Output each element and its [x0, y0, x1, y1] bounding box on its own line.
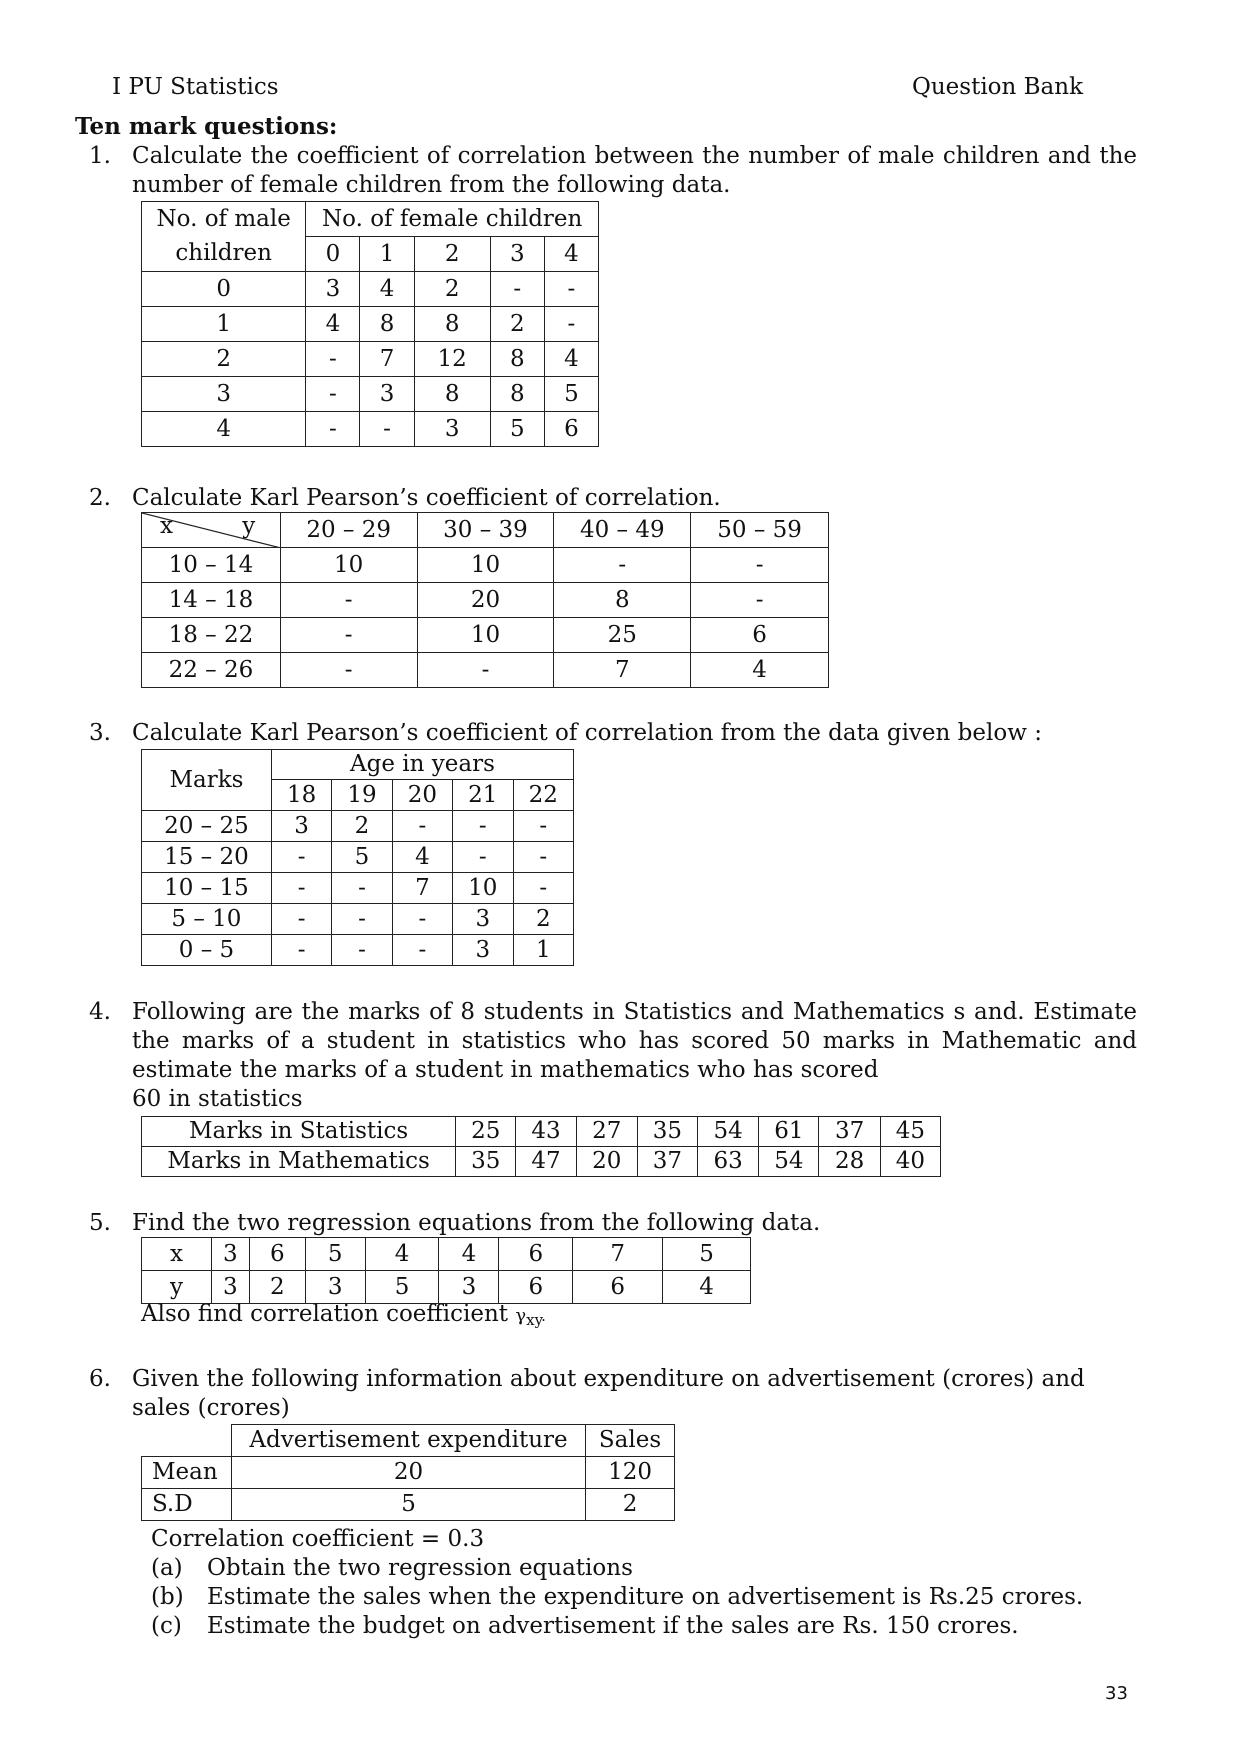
q6-part-label: (c) [151, 1613, 182, 1639]
q6-part-label: (b) [151, 1584, 184, 1610]
table-cell: 47 [516, 1147, 576, 1177]
table-cell: 4 [142, 412, 306, 447]
table-cell: - [490, 272, 544, 307]
table-cell: 6 [573, 1271, 663, 1304]
table-cell: - [417, 653, 554, 688]
q6-text [132, 1365, 1137, 1423]
table-row [142, 342, 599, 377]
table-cell: 4 [365, 1238, 439, 1271]
table-cell: 20 – 25 [142, 811, 272, 842]
table-cell: 7 [392, 873, 452, 904]
q6-part-b [151, 1583, 1083, 1612]
table-cell: 0 [142, 272, 306, 307]
q3-row-header: Marks [142, 750, 272, 811]
q3-col-header: 20 [392, 780, 452, 811]
table-cell: 10 – 15 [142, 873, 272, 904]
header-left: I PU Statistics [112, 74, 279, 100]
q6-col-header: Sales [586, 1425, 675, 1457]
q6-empty-corner [142, 1425, 232, 1457]
q2-col-header: 40 – 49 [554, 513, 691, 548]
table-cell: - [360, 412, 414, 447]
q3-table [141, 749, 574, 966]
table-cell: 4 [360, 272, 414, 307]
q1-row-header-2: children [142, 237, 306, 272]
table-cell: 4 [439, 1238, 499, 1271]
table-cell: - [544, 307, 598, 342]
table-cell: 10 [280, 548, 417, 583]
q1-row-header-1: No. of male [142, 202, 306, 237]
table-cell: 63 [698, 1147, 759, 1177]
table-cell: 7 [360, 342, 414, 377]
table-cell: 8 [360, 307, 414, 342]
header-right: Question Bank [912, 74, 1084, 100]
q5-note-suffix: . [541, 1307, 546, 1325]
table-cell: 120 [586, 1457, 675, 1489]
q6-text-last: sales (crores) [132, 1395, 290, 1421]
table-cell: 25 [456, 1117, 516, 1147]
table-cell: - [332, 935, 392, 966]
q5-note-prefix: Also find correlation coefficient [141, 1301, 516, 1327]
table-cell: 6 [499, 1238, 573, 1271]
q1-text: Calculate the coefficient of correlation between the number of male children and the number of female children from the following data. [132, 143, 1137, 198]
table-cell: 1 [142, 307, 306, 342]
table-cell: 12 [414, 342, 490, 377]
table-cell: 35 [456, 1147, 516, 1177]
table-cell: - [280, 618, 417, 653]
q2-col-header: 50 – 59 [691, 513, 829, 548]
q1-col-header: 2 [414, 237, 490, 272]
table-cell: 35 [637, 1117, 697, 1147]
table-cell: - [691, 583, 829, 618]
table-cell: - [513, 811, 573, 842]
table-cell: 5 – 10 [142, 904, 272, 935]
table-cell: 15 – 20 [142, 842, 272, 873]
q5-number: 5. [89, 1210, 111, 1236]
table-cell: - [554, 548, 691, 583]
table-cell: - [513, 873, 573, 904]
table-cell: 40 [880, 1147, 940, 1177]
table-cell: 61 [759, 1117, 819, 1147]
table-cell: 54 [698, 1117, 759, 1147]
table-cell: 6 [544, 412, 598, 447]
q6-number: 6. [89, 1366, 111, 1392]
table-row [142, 653, 829, 688]
table-cell: 14 – 18 [142, 583, 281, 618]
q4-text-last: 60 in statistics [132, 1086, 303, 1112]
q2-number: 2. [89, 485, 111, 511]
table-cell: 4 [306, 307, 360, 342]
table-cell: 6 [249, 1238, 305, 1271]
table-cell: 18 – 22 [142, 618, 281, 653]
table-cell: 3 [306, 272, 360, 307]
table-cell: 45 [880, 1117, 940, 1147]
q2-corner-x: x [160, 512, 173, 539]
table-row [142, 548, 829, 583]
table-cell: - [453, 842, 513, 873]
q1-table [141, 201, 599, 447]
q4-text-main: Following are the marks of 8 students in Statistics and Mathematics s and. Estimate the marks of a student in statistics who has scored 50 marks in Mathematic and estimate the marks of a student in mathematics who has scored [132, 999, 1137, 1083]
q3-col-header: 21 [453, 780, 513, 811]
q6-part-text: Obtain the two regression equations [207, 1555, 633, 1581]
table-row [142, 307, 599, 342]
table-cell: 2 [586, 1489, 675, 1521]
table-cell: - [332, 873, 392, 904]
table-cell: 22 – 26 [142, 653, 281, 688]
q3-col-group: Age in years [271, 750, 573, 780]
q5-note-symbol: γ [515, 1305, 527, 1326]
table-row [142, 904, 574, 935]
q6-part-label: (a) [151, 1555, 183, 1581]
q6-correlation: Correlation coefficient = 0.3 [151, 1526, 485, 1552]
q5-table [141, 1237, 751, 1304]
q2-text: Calculate Karl Pearson’s coefficient of correlation. [132, 485, 721, 511]
table-cell: 8 [414, 307, 490, 342]
table-row [142, 935, 574, 966]
table-row [142, 618, 829, 653]
table-cell: 5 [663, 1238, 751, 1271]
table-row-header: Mean [142, 1457, 232, 1489]
q4-text [132, 998, 1137, 1114]
table-cell: - [280, 653, 417, 688]
table-cell: 3 [211, 1271, 249, 1304]
table-cell: 2 [414, 272, 490, 307]
table-row [142, 1271, 751, 1304]
table-cell: 1 [513, 935, 573, 966]
table-cell: 20 [417, 583, 554, 618]
table-cell: 3 [439, 1271, 499, 1304]
q5-note [141, 1300, 546, 1331]
table-cell: 6 [691, 618, 829, 653]
table-cell: 8 [414, 377, 490, 412]
table-cell: - [332, 904, 392, 935]
table-row-header: y [142, 1271, 212, 1304]
table-row-header: Marks in Mathematics [142, 1147, 456, 1177]
table-row [142, 811, 574, 842]
table-cell: 54 [759, 1147, 819, 1177]
table-cell: 4 [691, 653, 829, 688]
table-cell: 2 [332, 811, 392, 842]
table-cell: 3 [453, 935, 513, 966]
q5-note-sub: xy [526, 1311, 542, 1329]
table-row [142, 1457, 675, 1489]
table-cell: 2 [142, 342, 306, 377]
table-row-header: Marks in Statistics [142, 1117, 456, 1147]
table-cell: 8 [490, 377, 544, 412]
q3-col-header: 18 [271, 780, 331, 811]
table-row [142, 1117, 941, 1147]
table-cell: - [453, 811, 513, 842]
table-cell: 8 [554, 583, 691, 618]
q6-table [141, 1424, 675, 1521]
page-number: 33 [1105, 1683, 1128, 1704]
table-cell: 43 [516, 1117, 576, 1147]
q6-part-text: Estimate the sales when the expenditure on advertisement is Rs.25 crores. [207, 1584, 1084, 1610]
table-cell: - [392, 811, 452, 842]
table-cell: 5 [544, 377, 598, 412]
q3-col-header: 19 [332, 780, 392, 811]
table-cell: - [392, 904, 452, 935]
table-cell: 20 [576, 1147, 637, 1177]
table-cell: 7 [554, 653, 691, 688]
q3-number: 3. [89, 720, 111, 746]
table-cell: - [271, 842, 331, 873]
table-row [142, 842, 574, 873]
section-title: Ten mark questions: [75, 113, 338, 140]
table-cell: 5 [305, 1238, 365, 1271]
table-cell: - [280, 583, 417, 618]
table-row-header: x [142, 1238, 212, 1271]
table-row [142, 873, 574, 904]
table-cell: 6 [499, 1271, 573, 1304]
table-cell: 5 [490, 412, 544, 447]
q2-table [141, 512, 829, 688]
table-cell: 10 – 14 [142, 548, 281, 583]
table-cell: 0 – 5 [142, 935, 272, 966]
table-cell: 3 [453, 904, 513, 935]
q2-corner-y: y [242, 512, 256, 539]
table-cell: - [544, 272, 598, 307]
table-row [142, 1489, 675, 1521]
table-cell: 3 [211, 1238, 249, 1271]
q1-number: 1. [89, 143, 111, 169]
table-row [142, 272, 599, 307]
table-cell: 4 [392, 842, 452, 873]
table-row [142, 377, 599, 412]
table-row [142, 412, 599, 447]
table-cell: 20 [231, 1457, 585, 1489]
q2-col-header: 30 – 39 [417, 513, 554, 548]
table-cell: 7 [573, 1238, 663, 1271]
table-cell: 2 [490, 307, 544, 342]
q6-part-c [151, 1612, 1019, 1641]
table-cell: 5 [332, 842, 392, 873]
table-cell: 3 [305, 1271, 365, 1304]
table-cell: 2 [249, 1271, 305, 1304]
table-cell: 8 [490, 342, 544, 377]
q1-col-header: 4 [544, 237, 598, 272]
table-cell: 3 [360, 377, 414, 412]
table-cell: 10 [417, 618, 554, 653]
table-cell: 25 [554, 618, 691, 653]
table-cell: 4 [663, 1271, 751, 1304]
q2-col-header: 20 – 29 [280, 513, 417, 548]
table-cell: 5 [365, 1271, 439, 1304]
table-cell: - [513, 842, 573, 873]
table-row [142, 583, 829, 618]
q5-text: Find the two regression equations from the following data. [132, 1210, 821, 1236]
q6-col-header: Advertisement expenditure [231, 1425, 585, 1457]
q1-col-header: 1 [360, 237, 414, 272]
table-cell: 3 [271, 811, 331, 842]
q6-part-text: Estimate the budget on advertisement if the sales are Rs. 150 crores. [207, 1613, 1019, 1639]
q1-col-group: No. of female children [306, 202, 599, 237]
table-row [142, 1238, 751, 1271]
table-cell: - [306, 342, 360, 377]
table-cell: - [271, 935, 331, 966]
table-cell: 10 [417, 548, 554, 583]
table-cell: 5 [231, 1489, 585, 1521]
q4-number: 4. [89, 999, 111, 1025]
table-cell: 3 [142, 377, 306, 412]
table-cell: 28 [819, 1147, 880, 1177]
table-row [142, 1147, 941, 1177]
table-cell: 3 [414, 412, 490, 447]
q6-part-a [151, 1554, 633, 1583]
table-cell: - [271, 873, 331, 904]
table-row-header: S.D [142, 1489, 232, 1521]
table-cell: 37 [637, 1147, 697, 1177]
table-cell: 2 [513, 904, 573, 935]
table-cell: - [306, 412, 360, 447]
q4-table [141, 1116, 941, 1177]
table-cell: - [392, 935, 452, 966]
table-cell: 10 [453, 873, 513, 904]
table-cell: 27 [576, 1117, 637, 1147]
table-cell: - [306, 377, 360, 412]
table-cell: 4 [544, 342, 598, 377]
table-cell: - [271, 904, 331, 935]
q6-text-main: Given the following information about expenditure on advertisement (crores) and [132, 1366, 1085, 1392]
table-cell: 37 [819, 1117, 880, 1147]
table-cell: - [691, 548, 829, 583]
q3-text: Calculate Karl Pearson’s coefficient of correlation from the data given below : [132, 720, 1042, 746]
q3-col-header: 22 [513, 780, 573, 811]
q1-col-header: 3 [490, 237, 544, 272]
q1-col-header: 0 [306, 237, 360, 272]
q2-corner-cell [142, 513, 281, 548]
